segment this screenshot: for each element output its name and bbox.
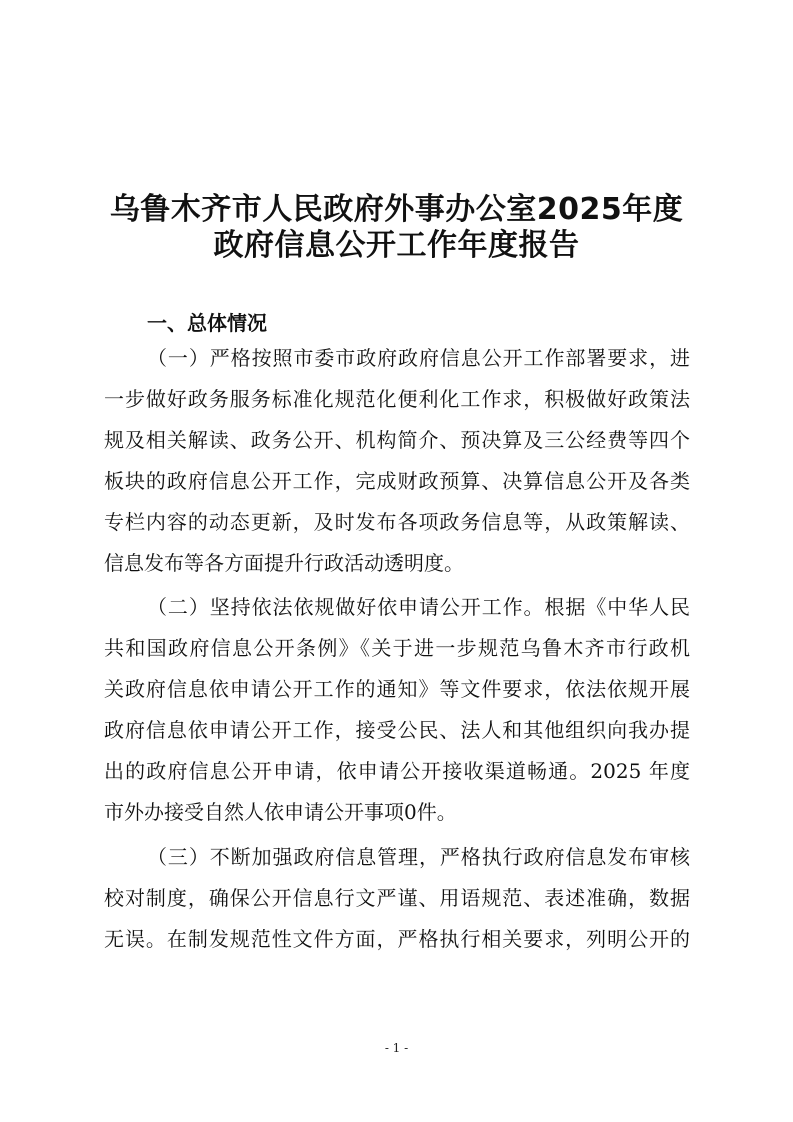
paragraph-1-line-6: 信息发布等各方面提升行政活动透明度。 [104,551,464,575]
paragraph-1-line-4: 板块的政府信息公开工作，完成财政预算、决算信息公开及各类 [104,469,690,493]
report-title-line-2: 政府信息公开工作年度报告 [213,228,580,263]
paragraph-3-line-2: 校对制度，确保公开信息行文严谨、用语规范、表述准确，数据 [104,886,690,910]
paragraph-2-line-1: （二）坚持依法依规做好依申请公开工作。根据《中华人民 [147,595,690,619]
paragraph-2-line-3: 关政府信息依申请公开工作的通知》等文件要求，依法依规开展 [104,677,690,701]
paragraph-1-line-5: 专栏内容的动态更新，及时发布各项政务信息等，从政策解读、 [104,510,690,534]
report-title-line-1: 乌鲁木齐市人民政府外事办公室2025年度 [109,192,684,227]
paragraph-3-line-3: 无误。在制发规范性文件方面，严格执行相关要求，列明公开的 [104,927,690,951]
section-heading-overview: 一、总体情况 [147,311,267,335]
paragraph-2-line-4: 政府信息依申请公开工作，接受公民、法人和其他组织向我办提 [104,718,690,742]
paragraph-1-line-2: 一步做好政务服务标准化规范化便利化工作求，积极做好政策法 [104,387,690,411]
paragraph-1-line-1: （一）严格按照市委市政府政府信息公开工作部署要求，进 [147,346,690,370]
paragraph-2-line-2: 共和国政府信息公开条例》《关于进一步规范乌鲁木齐市行政机 [104,636,690,660]
paragraph-1-line-3: 规及相关解读、政务公开、机构简介、预决算及三公经费等四个 [104,428,690,452]
paragraph-2-line-6: 市外办接受自然人依申请公开事项0件。 [104,800,457,824]
paragraph-2-line-5: 出的政府信息公开申请，依申请公开接收渠道畅通。2025 年度 [104,759,690,783]
paragraph-3-line-1: （三）不断加强政府信息管理，严格执行政府信息发布审核 [147,845,690,869]
page-number: - 1 - [384,1041,409,1055]
